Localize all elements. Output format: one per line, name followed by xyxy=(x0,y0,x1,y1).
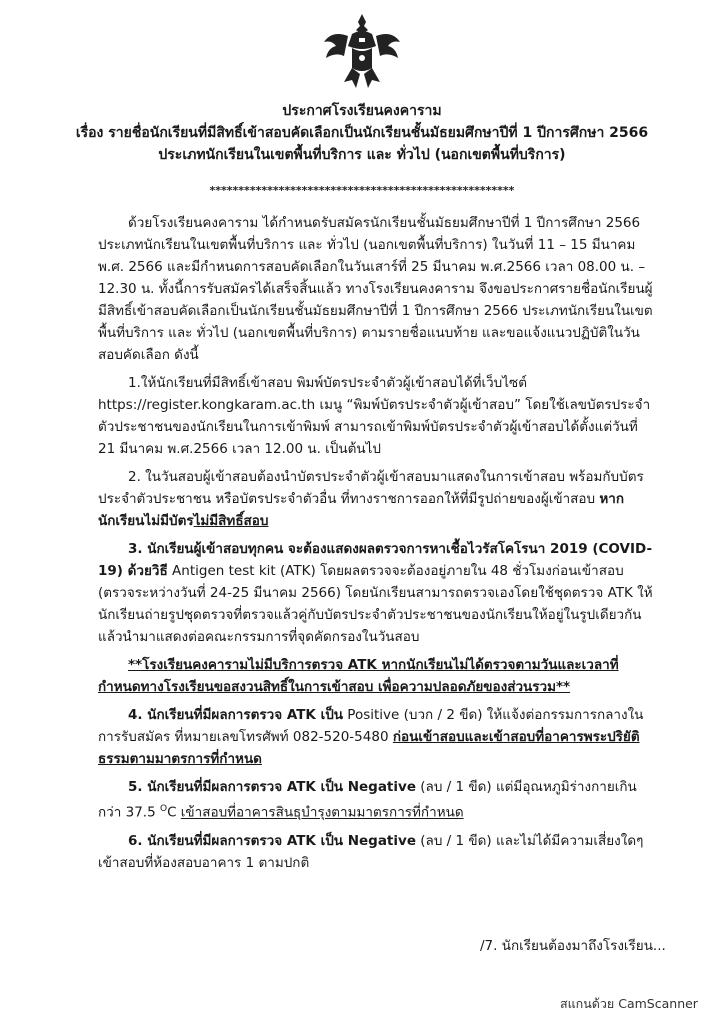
item-2-emphasis-underline: ไม่มีสิทธิ์สอบ xyxy=(193,513,269,529)
document-header xyxy=(0,100,724,166)
atk-notice: **โรงเรียนคงคารามไม่มีบริการตรวจ ATK หากนักเรียนไม่ได้ตรวจตามวันและเวลาที่กำหนดทางโรงเรียนขอสงวนสิทธิ์ในการเข้าสอบ เพื่อความปลอดภัยของส่วนรวม** xyxy=(98,657,619,695)
item-3-lead: 3. นักเรียนผู้เข้าสอบทุกคน จะต้องแสดงผลตรวจการหาเชื้อไวรัสโคโรนา 2019 (COVID-19) ด้วยวิธี xyxy=(98,541,653,579)
item-2-paragraph xyxy=(98,466,658,532)
item-5-underline: เข้าสอบที่อาคารสินธุบำรุงตามมาตรการที่กำหนด xyxy=(180,804,464,821)
item-6-paragraph xyxy=(98,830,658,874)
subject-line-2: ประเภทนักเรียนในเขตพื้นที่บริการ และ ทั่วไป (นอกเขตพื้นที่บริการ) xyxy=(158,147,566,163)
item-4-text: Positive (บวก / 2 ขีด) ให้แจ้งต่อกรรมการกลางในการรับสมัคร ที่หมายเลขโทรศัพท์ 082-520-5480 xyxy=(98,707,644,745)
garuda-emblem-icon xyxy=(322,12,402,90)
item-2-text: 2. ในวันสอบผู้เข้าสอบต้องนำบัตรประจำตัวผู้เข้าสอบมาแสดงในการเข้าสอบ พร้อมกับบัตรประจำตัวประชาชน หรือบัตรประจำตัวอื่น ที่ทางราชการออกให้ที่มีรูปถ่ายของผู้เข้าสอบ xyxy=(98,469,644,507)
item-5-lead: 5. นักเรียนที่มีผลการตรวจ ATK เป็น Negative xyxy=(128,779,416,795)
celsius-unit: C xyxy=(167,804,181,821)
item-5-paragraph xyxy=(98,776,658,824)
separator-stars: ***************************************************** xyxy=(209,184,515,197)
degree-symbol: O xyxy=(159,804,168,814)
continuation-note: /7. นักเรียนต้องมาถึงโรงเรียน... xyxy=(480,938,666,954)
document-body xyxy=(98,212,658,880)
item-3-text: Antigen test kit (ATK) โดยผลตรวจจะต้องอยู่ภายใน 48 ชั่วโมงก่อนเข้าสอบ (ตรวจระหว่างวันที่ 24-25 มีนาคม 2566) โดยนักเรียนสามารถตรวจเองโดยใช้ชุดตรวจ ATK ให้นักเรียนถ่ายรูปชุดตรวจที่ตรวจแล้วคู่กับบัตรประจำตัวประชาชนของนักเรียนให้อยู่ในรูปเดียวกัน แล้วนำมาแสดงต่อคณะกรรมการที่จุดคัดกรองในวันสอบ xyxy=(98,563,653,645)
intro-paragraph: ด้วยโรงเรียนคงคาราม ได้กำหนดรับสมัครนักเรียนชั้นมัธยมศึกษาปีที่ 1 ปีการศึกษา 2566 ประเภทนักเรียนในเขตพื้นที่บริการ และ ทั่วไป (นอกเขตพื้นที่บริการ) ในวันที่ 11 – 15 มีนาคม พ.ศ. 2566 และมีกำหนดการสอบคัดเลือกในวันเสาร์ที่ 25 มีนาคม พ.ศ.2566 เวลา 08.00 น. – 12.30 น. ทั้งนี้การรับสมัครได้เสร็จสิ้นแล้ว ทางโรงเรียนคงคาราม จึงขอประกาศรายชื่อนักเรียนผู้มีสิทธิ์เข้าสอบคัดเลือกเป็นนักเรียนชั้นมัธยมศึกษาปีที่ 1 ปีการศึกษา 2566 ประเภทนักเรียนในเขตพื้นที่บริการ และ ทั่วไป (นอกเขตพื้นที่บริการ) ตามรายชื่อแนบท้าย และขอแจ้งแนวปฏิบัติในวันสอบคัดเลือก ดังนี้ xyxy=(98,215,653,363)
subject-line-1: เรื่อง รายชื่อนักเรียนที่มีสิทธิ์เข้าสอบคัดเลือกเป็นนักเรียนชั้นมัธยมศึกษาปีที่ 1 ปีการศึกษา 2566 xyxy=(75,125,649,141)
item-4-underline: ก่อนเข้าสอบและเข้าสอบที่อาคารพระปริยัติธรรมตามมาตรการที่กำหนด xyxy=(98,729,640,767)
item-4-paragraph xyxy=(98,704,658,770)
item-6-text: (ลบ / 1 ขีด) และไม่ได้มีความเสี่ยงใดๆ เข้าสอบที่ห้องสอบอาคาร 1 ตามปกติ xyxy=(98,832,644,871)
item-4-lead: 4. นักเรียนที่มีผลการตรวจ ATK เป็น xyxy=(128,707,344,723)
camscanner-watermark: สแกนด้วย CamScanner xyxy=(560,996,698,1011)
item-5-text: (ลบ / 1 ขีด) แต่มีอุณหภูมิร่างกายเกินกว่า 37.5 xyxy=(98,779,637,821)
item-3-paragraph xyxy=(98,538,658,648)
item-6-lead: 6. นักเรียนที่มีผลการตรวจ ATK เป็น Negative xyxy=(128,832,416,849)
item-2-emphasis: หากนักเรียนไม่มีบัตร xyxy=(98,491,625,529)
announcement-title: ประกาศโรงเรียนคงคาราม xyxy=(282,103,442,119)
item-1-paragraph: 1.ให้นักเรียนที่มีสิทธิ์เข้าสอบ พิมพ์บัตรประจำตัวผู้เข้าสอบได้ที่เว็บไซต์ https://register.kongkaram.ac.th เมนู “พิมพ์บัตรประจำตัวผู้เข้าสอบ” โดยใช้เลขบัตรประจำตัวประชาชนของนักเรียนในการเข้าพิมพ์ สามารถเข้าพิมพ์บัตรประจำตัวผู้เข้าสอบได้ตั้งแต่วันที่ 21 มีนาคม พ.ศ.2566 เวลา 12.00 น. เป็นต้นไป xyxy=(98,375,651,457)
